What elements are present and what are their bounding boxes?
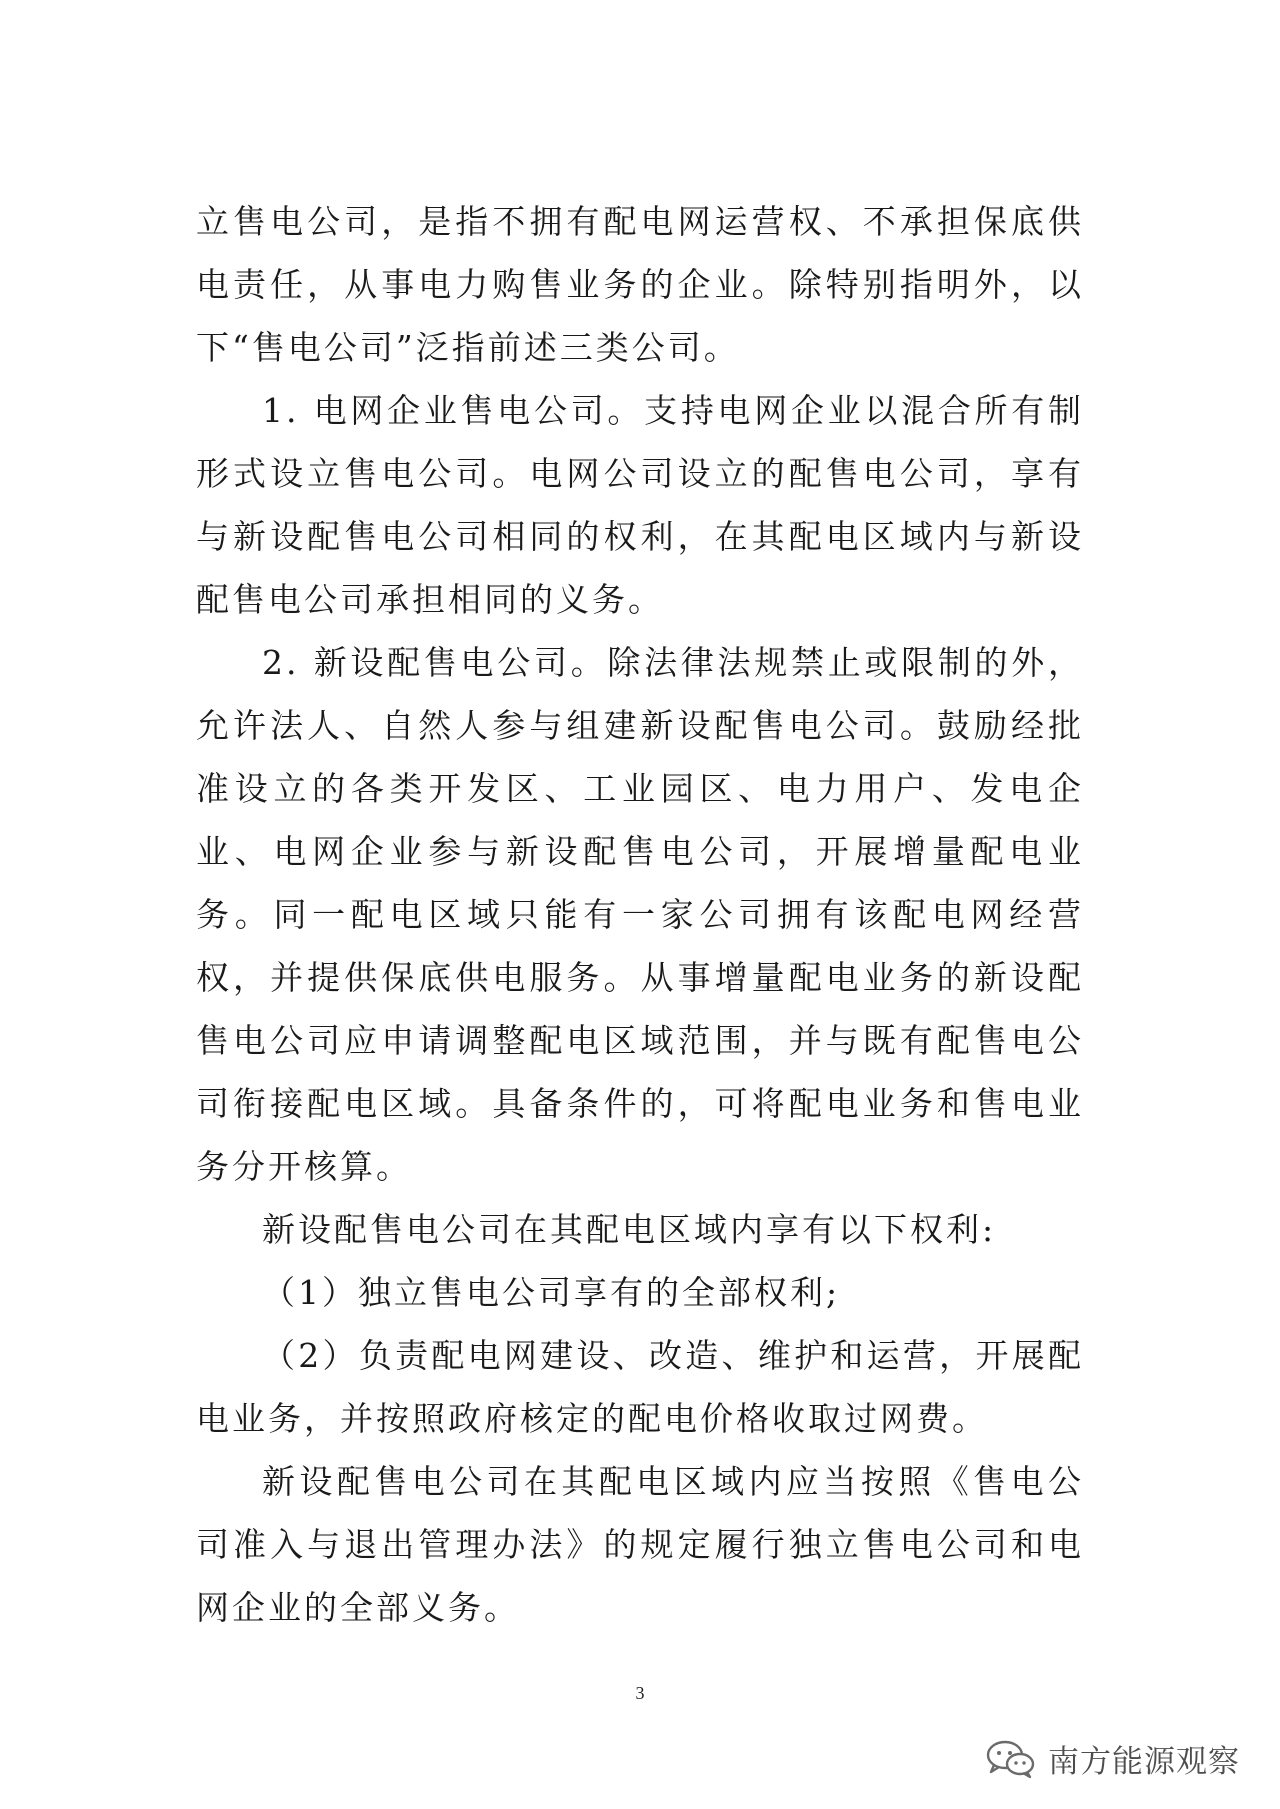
page-number: 3 (635, 1683, 645, 1703)
paragraph-3: 2. 新设配售电公司。除法律法规禁止或限制的外，允许法人、自然人参与组建新设配售电公司。鼓励经批准设立的各类开发区、工业园区、电力用户、发电企业、电网企业参与新设配售电公司，开展增量配电业务。同一配电区域只能有一家公司拥有该配电网经营权，并提供保底供电服务。从事增量配电业务的新设配售电公司应申请调整配电区域范围，并与既有配售电公司衔接配电区域。具备条件的，可将配电业务和售电业务分开核算。 (196, 643, 1084, 1186)
wechat-icon (986, 1739, 1036, 1779)
paragraph-1: 立售电公司，是指不拥有配电网运营权、不承担保底供电责任，从事电力购售业务的企业。除特别指明外，以下“售电公司”泛指前述三类公司。 (196, 202, 1084, 367)
paragraph-7: 新设配售电公司在其配电区域内应当按照《售电公司准入与退出管理办法》的规定履行独立售电公司和电网企业的全部义务。 (196, 1462, 1084, 1627)
watermark-text: 南方能源观察 (1048, 1744, 1240, 1780)
document-body (196, 190, 1084, 1639)
watermark (986, 1736, 1240, 1781)
paragraph-2: 1. 电网企业售电公司。支持电网企业以混合所有制形式设立售电公司。电网公司设立的配售电公司，享有与新设配售电公司相同的权利，在其配电区域内与新设配售电公司承担相同的义务。 (196, 391, 1084, 619)
paragraph-6: （2）负责配电网建设、改造、维护和运营，开展配电业务，并按照政府核定的配电价格收取过网费。 (196, 1336, 1084, 1438)
paragraph-4: 新设配售电公司在其配电区域内享有以下权利: (262, 1210, 997, 1249)
paragraph-5: （1）独立售电公司享有的全部权利; (262, 1273, 841, 1312)
